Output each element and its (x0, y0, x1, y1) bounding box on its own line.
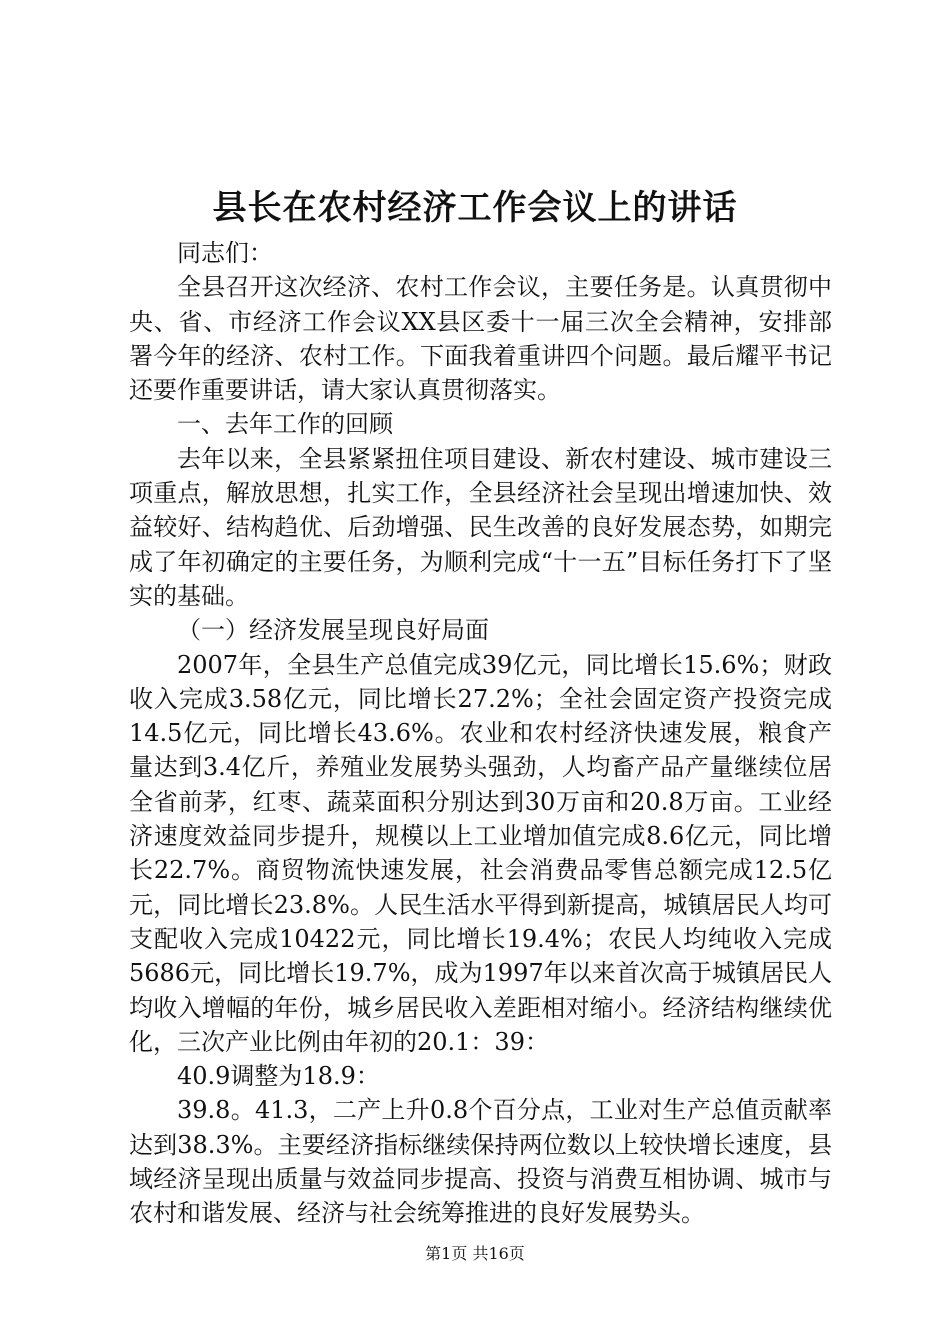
document-body (129, 236, 832, 1231)
subsection-heading-economy: （一）经济发展呈现良好局面 (177, 616, 489, 645)
paragraph-greeting: 同志们： (177, 239, 273, 267)
document-title: 县长在农村经济工作会议上的讲话 (212, 188, 738, 228)
paragraph-ratio-continued: 40.9调整为18.9： (177, 1062, 380, 1091)
paragraph-structure: 39.8。41.3，二产上升0.8个百分点，工业对生产总值贡献率达到38.3%。主要经济指标继续保持两位数以上较快增长速度，县域经济呈现出质量与效益同步提高、投资与消费互相协调、城市与农村和谐发展、经济与社会统筹推进的良好发展势头。 (129, 1096, 832, 1228)
section-heading-review: 一、去年工作的回顾 (177, 410, 393, 439)
paragraph-review-summary: 去年以来，全县紧紧扭住项目建设、新农村建设、城市建设三项重点，解放思想，扎实工作，全县经济社会呈现出增速加快、效益较好、结构趋优、后劲增强、民生改善的良好发展态势，如期完成了年初确定的主要任务，为顺利完成“十一五”目标任务打下了坚实的基础。 (129, 444, 832, 610)
paragraph-economy-stats: 2007年，全县生产总值完成39亿元，同比增长15.6%；财政收入完成3.58亿元，同比增长27.2%；全社会固定资产投资完成14.5亿元，同比增长43.6%。农业和农村经济快速发展，粮食产量达到3.4亿斤，养殖业发展势头强劲，人均畜产品产量继续位居全省前茅，红枣、蔬菜面积分别达到30万亩和20.8万亩。工业经济速度效益同步提升，规模以上工业增加值完成8.6亿元，同比增长22.7%。商贸物流快速发展，社会消费品零售总额完成12.5亿元，同比增长23.8%。人民生活水平得到新提高，城镇居民人均可支配收入完成10422元，同比增长19.4%；农民人均纯收入完成5686元，同比增长19.7%，成为1997年以来首次高于城镇居民人均收入增幅的年份，城乡居民收入差距相对缩小。经济结构继续优化，三次产业比例由年初的20.1：39： (129, 650, 832, 1056)
page-footer: 第1页 共16页 (425, 1244, 525, 1263)
paragraph-intro: 全县召开这次经济、农村工作会议，主要任务是。认真贯彻中央、省、市经济工作会议XX县区委十一届三次全会精神，安排部署今年的经济、农村工作。下面我着重讲四个问题。最后耀平书记还要作重要讲话，请大家认真贯彻落实。 (129, 273, 832, 405)
